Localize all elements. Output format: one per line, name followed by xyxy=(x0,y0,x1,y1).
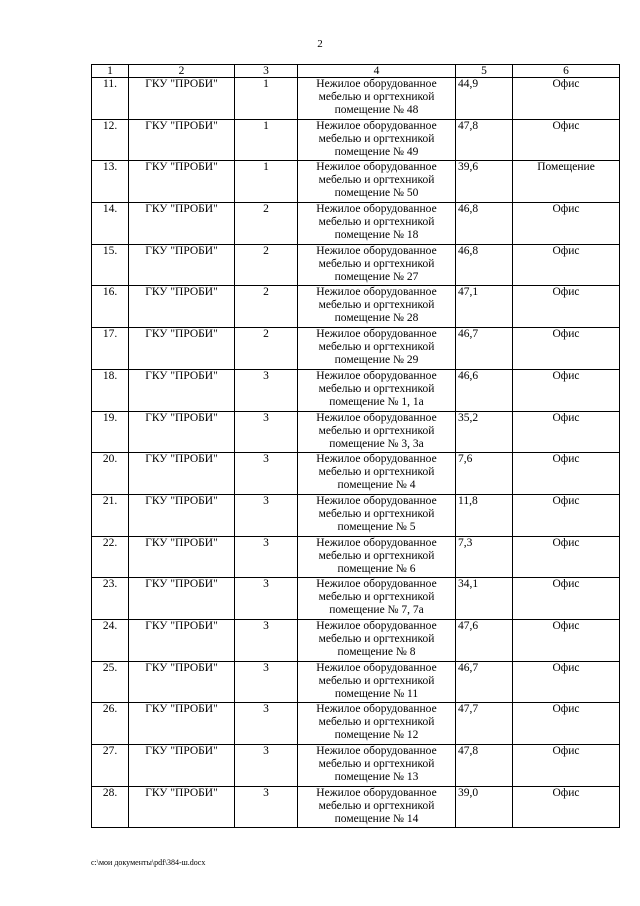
table-row xyxy=(92,536,620,578)
description-cell xyxy=(298,328,456,370)
organization-cell: ГКУ "ПРОБИ" xyxy=(129,161,235,203)
description-line: Нежилое оборудованное xyxy=(316,494,437,507)
description-line: Нежилое оборудованное xyxy=(316,453,437,466)
column-header: 5 xyxy=(456,65,513,78)
description-line: помещение № 14 xyxy=(334,812,419,825)
description-cell xyxy=(298,244,456,286)
purpose-cell: Офис xyxy=(513,244,620,286)
description-line: помещение № 50 xyxy=(334,187,419,200)
description-line: помещение № 11 xyxy=(334,687,419,700)
table-row xyxy=(92,244,620,286)
description-line: мебелью и оргтехникой xyxy=(318,758,435,770)
area-cell: 47,8 xyxy=(456,119,513,161)
table-body xyxy=(92,78,620,828)
description-line: помещение № 12 xyxy=(334,729,419,742)
page-number: 2 xyxy=(317,38,323,50)
table-row xyxy=(92,578,620,620)
area-cell: 46,8 xyxy=(456,203,513,245)
description-line: помещение № 6 xyxy=(337,562,416,575)
table-row xyxy=(92,786,620,828)
table-row xyxy=(92,286,620,328)
description-cell xyxy=(298,203,456,245)
organization-cell: ГКУ "ПРОБИ" xyxy=(129,328,235,370)
purpose-cell: Офис xyxy=(513,119,620,161)
row-number-cell: 12. xyxy=(92,119,129,161)
description-cell xyxy=(298,786,456,828)
organization-cell: ГКУ "ПРОБИ" xyxy=(129,286,235,328)
area-cell: 39,6 xyxy=(456,161,513,203)
floor-cell: 3 xyxy=(235,453,298,495)
floor-cell: 3 xyxy=(235,578,298,620)
purpose-cell: Офис xyxy=(513,203,620,245)
description-line: помещение № 27 xyxy=(334,270,419,283)
area-cell: 47,7 xyxy=(456,703,513,745)
description-line: Нежилое оборудованное xyxy=(316,286,437,299)
floor-cell: 3 xyxy=(235,745,298,787)
description-line: мебелью и оргтехникой xyxy=(318,632,435,645)
description-line: помещение № 13 xyxy=(334,771,419,783)
area-cell: 34,1 xyxy=(456,578,513,620)
area-cell: 47,1 xyxy=(456,286,513,328)
purpose-cell: Помещение xyxy=(513,161,620,203)
organization-cell: ГКУ "ПРОБИ" xyxy=(129,703,235,745)
area-cell: 46,7 xyxy=(456,661,513,703)
description-line: мебелью и оргтехникой xyxy=(318,591,435,604)
description-line: Нежилое оборудованное xyxy=(316,369,437,382)
column-header: 6 xyxy=(513,65,620,78)
description-line: мебелью и оргтехникой xyxy=(318,216,435,229)
description-line: мебелью и оргтехникой xyxy=(318,257,435,270)
row-number-cell: 11. xyxy=(92,78,129,120)
organization-cell: ГКУ "ПРОБИ" xyxy=(129,411,235,453)
description-line: мебелью и оргтехникой xyxy=(318,466,435,479)
floor-cell: 1 xyxy=(235,78,298,120)
description-cell xyxy=(298,661,456,703)
table-row xyxy=(92,203,620,245)
description-line: мебелью и оргтехникой xyxy=(318,716,435,729)
area-cell: 44,9 xyxy=(456,78,513,120)
purpose-cell: Офис xyxy=(513,703,620,745)
table-row xyxy=(92,328,620,370)
description-cell xyxy=(298,536,456,578)
table-row xyxy=(92,411,620,453)
description-cell xyxy=(298,161,456,203)
description-line: Нежилое оборудованное xyxy=(316,161,437,174)
description-line: помещение № 5 xyxy=(337,520,416,533)
description-cell xyxy=(298,453,456,495)
description-cell xyxy=(298,578,456,620)
organization-cell: ГКУ "ПРОБИ" xyxy=(129,745,235,787)
organization-cell: ГКУ "ПРОБИ" xyxy=(129,203,235,245)
area-cell: 7,3 xyxy=(456,536,513,578)
column-header: 2 xyxy=(129,65,235,78)
description-cell xyxy=(298,703,456,745)
description-cell xyxy=(298,78,456,120)
description-line: Нежилое оборудованное xyxy=(316,536,437,549)
row-number-cell: 19. xyxy=(92,411,129,453)
description-line: помещение № 18 xyxy=(334,229,419,242)
description-line: помещение № 8 xyxy=(337,645,416,658)
description-line: Нежилое оборудованное xyxy=(316,244,437,257)
organization-cell: ГКУ "ПРОБИ" xyxy=(129,786,235,828)
table-row xyxy=(92,78,620,120)
organization-cell: ГКУ "ПРОБИ" xyxy=(129,536,235,578)
purpose-cell: Офис xyxy=(513,369,620,411)
row-number-cell: 22. xyxy=(92,536,129,578)
row-number-cell: 20. xyxy=(92,453,129,495)
floor-cell: 3 xyxy=(235,619,298,661)
purpose-cell: Офис xyxy=(513,536,620,578)
table-row xyxy=(92,745,620,787)
purpose-cell: Офис xyxy=(513,786,620,828)
row-number-cell: 28. xyxy=(92,786,129,828)
area-cell: 46,6 xyxy=(456,369,513,411)
purpose-cell: Офис xyxy=(513,411,620,453)
description-line: мебелью и оргтехникой xyxy=(318,341,435,354)
description-line: мебелью и оргтехникой xyxy=(318,174,435,187)
description-cell xyxy=(298,286,456,328)
description-line: мебелью и оргтехникой xyxy=(318,674,435,687)
floor-cell: 2 xyxy=(235,203,298,245)
floor-cell: 3 xyxy=(235,661,298,703)
row-number-cell: 24. xyxy=(92,619,129,661)
row-number-cell: 16. xyxy=(92,286,129,328)
area-cell: 7,6 xyxy=(456,453,513,495)
description-cell xyxy=(298,494,456,536)
area-cell: 39,0 xyxy=(456,786,513,828)
description-line: Нежилое оборудованное xyxy=(316,745,437,757)
description-line: Нежилое оборудованное xyxy=(316,78,437,90)
description-line: помещение № 49 xyxy=(334,145,419,158)
description-line: помещение № 1, 1а xyxy=(329,395,424,408)
row-number-cell: 25. xyxy=(92,661,129,703)
description-line: помещение № 4 xyxy=(337,479,416,492)
organization-cell: ГКУ "ПРОБИ" xyxy=(129,619,235,661)
description-line: мебелью и оргтехникой xyxy=(318,91,435,103)
column-header: 1 xyxy=(92,65,129,78)
floor-cell: 2 xyxy=(235,328,298,370)
purpose-cell: Офис xyxy=(513,328,620,370)
description-line: мебелью и оргтехникой xyxy=(318,424,435,437)
purpose-cell: Офис xyxy=(513,619,620,661)
purpose-cell: Офис xyxy=(513,78,620,120)
floor-cell: 2 xyxy=(235,244,298,286)
table-row xyxy=(92,369,620,411)
description-line: мебелью и оргтехникой xyxy=(318,132,435,145)
description-line: Нежилое оборудованное xyxy=(316,203,437,216)
organization-cell: ГКУ "ПРОБИ" xyxy=(129,578,235,620)
description-line: помещение № 29 xyxy=(334,354,419,367)
description-cell xyxy=(298,119,456,161)
description-cell xyxy=(298,369,456,411)
table-row xyxy=(92,661,620,703)
table-header-row xyxy=(92,65,620,78)
table-row xyxy=(92,494,620,536)
row-number-cell: 27. xyxy=(92,745,129,787)
row-number-cell: 18. xyxy=(92,369,129,411)
table-row xyxy=(92,619,620,661)
purpose-cell: Офис xyxy=(513,661,620,703)
organization-cell: ГКУ "ПРОБИ" xyxy=(129,494,235,536)
table-row xyxy=(92,453,620,495)
premises-table xyxy=(91,64,620,828)
area-cell: 11,8 xyxy=(456,494,513,536)
area-cell: 46,8 xyxy=(456,244,513,286)
table-row xyxy=(92,119,620,161)
row-number-cell: 23. xyxy=(92,578,129,620)
description-line: мебелью и оргтехникой xyxy=(318,799,435,812)
floor-cell: 3 xyxy=(235,786,298,828)
description-line: помещение № 3, 3а xyxy=(329,437,424,450)
description-line: помещение № 7, 7а xyxy=(329,604,424,617)
floor-cell: 3 xyxy=(235,703,298,745)
floor-cell: 1 xyxy=(235,119,298,161)
row-number-cell: 26. xyxy=(92,703,129,745)
description-line: Нежилое оборудованное xyxy=(316,619,437,632)
purpose-cell: Офис xyxy=(513,578,620,620)
row-number-cell: 21. xyxy=(92,494,129,536)
organization-cell: ГКУ "ПРОБИ" xyxy=(129,453,235,495)
table-row xyxy=(92,161,620,203)
description-cell xyxy=(298,745,456,787)
description-line: мебелью и оргтехникой xyxy=(318,299,435,312)
purpose-cell: Офис xyxy=(513,453,620,495)
floor-cell: 3 xyxy=(235,536,298,578)
description-line: Нежилое оборудованное xyxy=(316,119,437,132)
organization-cell: ГКУ "ПРОБИ" xyxy=(129,661,235,703)
row-number-cell: 14. xyxy=(92,203,129,245)
area-cell: 47,6 xyxy=(456,619,513,661)
description-line: Нежилое оборудованное xyxy=(316,328,437,341)
description-line: Нежилое оборудованное xyxy=(316,411,437,424)
description-cell xyxy=(298,619,456,661)
description-line: мебелью и оргтехникой xyxy=(318,507,435,520)
row-number-cell: 15. xyxy=(92,244,129,286)
column-header: 3 xyxy=(235,65,298,78)
purpose-cell: Офис xyxy=(513,745,620,787)
floor-cell: 1 xyxy=(235,161,298,203)
footer-file-path: c:\мои документы\pdf\384-ш.docx xyxy=(91,858,206,867)
area-cell: 47,8 xyxy=(456,745,513,787)
floor-cell: 3 xyxy=(235,494,298,536)
description-line: мебелью и оргтехникой xyxy=(318,549,435,562)
organization-cell: ГКУ "ПРОБИ" xyxy=(129,244,235,286)
row-number-cell: 17. xyxy=(92,328,129,370)
description-line: помещение № 28 xyxy=(334,312,419,325)
description-line: Нежилое оборудованное xyxy=(316,786,437,799)
description-cell xyxy=(298,411,456,453)
description-line: мебелью и оргтехникой xyxy=(318,382,435,395)
floor-cell: 2 xyxy=(235,286,298,328)
organization-cell: ГКУ "ПРОБИ" xyxy=(129,78,235,120)
description-line: помещение № 48 xyxy=(334,104,419,116)
area-cell: 46,7 xyxy=(456,328,513,370)
description-line: Нежилое оборудованное xyxy=(316,578,437,591)
organization-cell: ГКУ "ПРОБИ" xyxy=(129,119,235,161)
purpose-cell: Офис xyxy=(513,286,620,328)
description-line: Нежилое оборудованное xyxy=(316,703,437,716)
description-line: Нежилое оборудованное xyxy=(316,661,437,674)
floor-cell: 3 xyxy=(235,411,298,453)
floor-cell: 3 xyxy=(235,369,298,411)
row-number-cell: 13. xyxy=(92,161,129,203)
purpose-cell: Офис xyxy=(513,494,620,536)
column-header: 4 xyxy=(298,65,456,78)
organization-cell: ГКУ "ПРОБИ" xyxy=(129,369,235,411)
table-row xyxy=(92,703,620,745)
area-cell: 35,2 xyxy=(456,411,513,453)
